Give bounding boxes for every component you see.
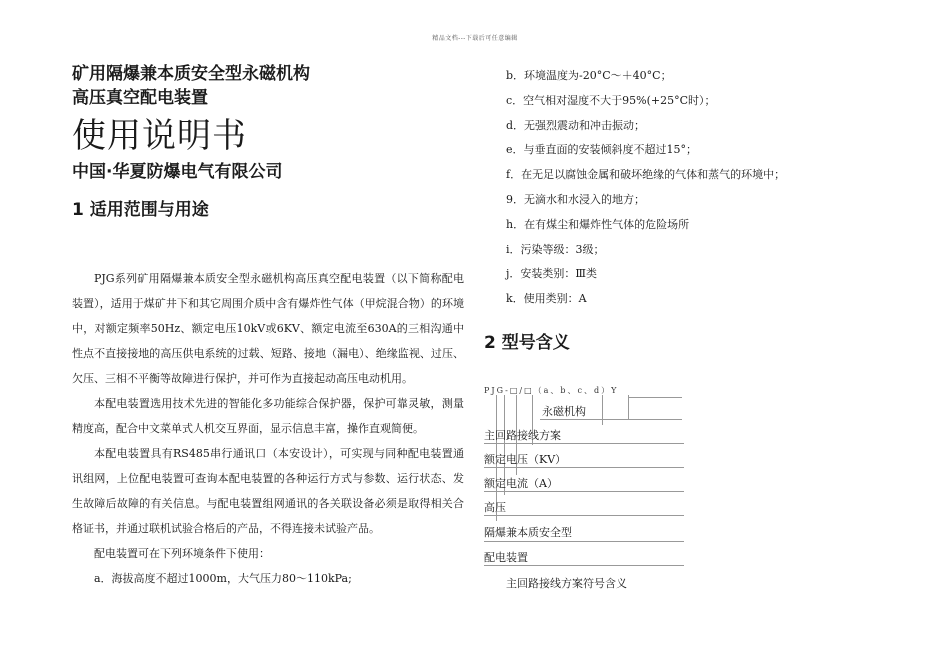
condition-item: j．安装类别：Ⅲ类 bbox=[506, 267, 598, 281]
paragraph-scope: PJG系列矿用隔爆兼本质安全型永磁机构高压真空配电装置（以下简称配电装置），适用于煤矿井下和其它周围介质中含有爆炸性气体（甲烷混合物）的环境中，对额定频率50Hz、额定电压10kV或6KV、额定电流至630A的三相沟通中性点不直接接地的高压供电系统的过载、短路、接地（漏电）、绝缘监视、过压、欠压、三相不平衡等故障进行保护，并可作为直接起动高压电动机用。 bbox=[72, 272, 464, 385]
section1-heading: 1 适用范围与用途 bbox=[72, 200, 209, 220]
label-permanent-magnet: 永磁机构 bbox=[542, 404, 586, 418]
main-circuit-caption: 主回路接线方案符号含义 bbox=[506, 576, 627, 590]
label-high-voltage: 高压 bbox=[484, 500, 506, 514]
document-title-line1: 矿用隔爆兼本质安全型永磁机构 bbox=[72, 64, 310, 84]
leader-line bbox=[484, 467, 684, 468]
condition-item: h．在有煤尘和爆炸性气体的危险场所 bbox=[506, 217, 690, 231]
condition-item: f．在无足以腐蚀金属和破坏绝缘的气体和蒸气的环境中； bbox=[506, 168, 786, 182]
condition-item: d．无强烈震动和冲击振动； bbox=[506, 118, 646, 132]
condition-item: b．环境温度为-20°C～＋40°C； bbox=[506, 69, 672, 82]
leader-line bbox=[602, 395, 603, 425]
condition-item: c．空气相对湿度不大于95%(+25°C时）； bbox=[506, 93, 716, 107]
leader-line bbox=[484, 565, 684, 566]
label-main-circuit: 主回路接线方案 bbox=[484, 428, 561, 442]
model-code: PJG-□/□（a、b、c、d）Y bbox=[484, 385, 619, 395]
right-column bbox=[484, 64, 884, 605]
label-rated-current: 额定电流（A） bbox=[484, 476, 558, 490]
document-title-line2: 高压真空配电装置 bbox=[72, 88, 208, 108]
paragraph-protector: 本配电装置选用技术先进的智能化多功能综合保护器，保护可靠灵敏，测量精度高，配合中文菜单式人机交互界面，显示信息丰富，操作直观简便。 bbox=[72, 397, 464, 435]
section2-heading: 2 型号含义 bbox=[484, 332, 570, 353]
manual-title: 使用说明书 bbox=[72, 116, 247, 156]
company-name: 中国·华夏防爆电气有限公司 bbox=[72, 162, 283, 182]
paragraph-environment-intro: 配电装置可在下列环境条件下使用： bbox=[94, 547, 270, 560]
leader-line bbox=[540, 419, 682, 420]
leader-line bbox=[484, 491, 684, 492]
leader-line bbox=[484, 515, 684, 516]
label-switchgear: 配电装置 bbox=[484, 550, 528, 564]
left-column bbox=[72, 62, 464, 591]
condition-item: i．污染等级：3级； bbox=[506, 242, 605, 256]
leader-line bbox=[628, 397, 682, 398]
leader-line bbox=[484, 541, 684, 542]
model-code-diagram bbox=[484, 385, 884, 605]
condition-item: k．使用类别：A bbox=[506, 292, 587, 306]
condition-list-right bbox=[484, 64, 884, 312]
condition-item: a．海拔高度不超过1000m，大气压力80～110kPa; bbox=[94, 572, 352, 585]
condition-item: e．与垂直面的安装倾斜度不超过15°； bbox=[506, 143, 698, 157]
leader-line bbox=[628, 395, 629, 419]
header-note: 精品文档---下载后可任意编辑 bbox=[432, 35, 518, 42]
label-rated-voltage: 额定电压（KV） bbox=[484, 452, 567, 466]
paragraph-communication: 本配电装置具有RS485串行通讯口（本安设计），可实现与同种配电装置通讯组网，上位配电装置可查询本配电装置的各种运行方式与参数、运行状态、发生故障后故障的有关信息。与配电装置组网通讯的各关联设备必须是取得相关合格证书，并通过联机试验合格后的产品，不得连接未试验产品。 bbox=[72, 447, 464, 535]
condition-list-left bbox=[72, 566, 464, 591]
condition-item: 9．无滴水和水浸入的地方； bbox=[506, 192, 645, 206]
leader-line bbox=[484, 443, 684, 444]
label-flameproof: 隔爆兼本质安全型 bbox=[484, 525, 572, 539]
